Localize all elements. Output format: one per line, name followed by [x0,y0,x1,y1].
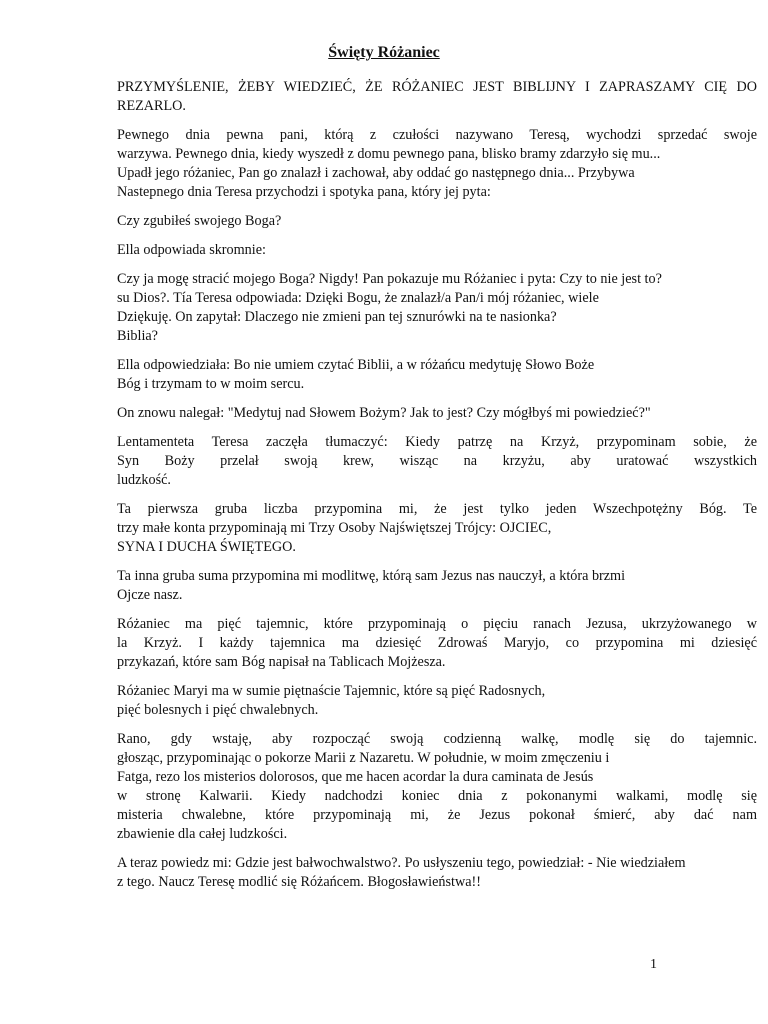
text-line: Syn Boży przelał swoją krew, wisząc na krzyżu, aby uratować wszystkich [117,453,757,469]
paragraph [117,404,757,423]
text-line: SYNA I DUCHA ŚWIĘTEGO. [117,539,296,555]
text-line: przykazań, które sam Bóg napisał na Tablicach Mojżesza. [117,654,446,670]
text-line: Ojcze nasz. [117,587,183,603]
paragraph [117,241,757,260]
text-line: zbawienie dla całej ludzkości. [117,826,288,842]
text-line: Fatga, rezo los misterios dolorosos, que me hacen acordar la dura caminata de Jesús [117,769,594,785]
text-line: A teraz powiedz mi: Gdzie jest bałwochwalstwo?. Po usłyszeniu tego, powiedział: - Nie wiedziałem [117,855,686,871]
text-line: trzy małe konta przypominają mi Trzy Osoby Najświętszej Trójcy: OJCIEC, [117,520,552,536]
paragraph [117,682,757,720]
text-line: Ta pierwsza gruba liczba przypomina mi, że jest tylko jeden Wszechpotężny Bóg. Te [117,501,757,517]
text-line: głosząc, przypominając o pokorze Marii z Nazaretu. W południe, w moim zmęczeniu i [117,750,610,766]
paragraph [117,212,757,231]
text-line: z tego. Naucz Teresę modlić się Różańcem. Błogosławieństwa!! [117,874,481,890]
text-line: Czy zgubiłeś swojego Boga? [117,213,282,229]
paragraph [117,500,757,557]
text-line: REZARLO. [117,98,186,114]
document-title: Święty Różaniec [328,44,440,61]
paragraph [117,730,757,844]
text-line: la Krzyż. I każdy tajemnica ma dziesięć Zdrowaś Maryjo, co przypomina mi dziesięć [117,635,757,651]
text-line: Ella odpowiedziała: Bo nie umiem czytać Biblii, a w różańcu medytuję Słowo Boże [117,357,595,373]
text-line: Ella odpowiada skromnie: [117,242,266,258]
text-line: Upadł jego różaniec, Pan go znalazł i zachował, aby oddać go następnego dnia... Przybywa [117,165,635,181]
paragraph [117,854,757,892]
page-number: 1 [650,957,657,972]
text-line: Bóg i trzymam to w moim sercu. [117,376,305,392]
text-line: Nastepnego dnia Teresa przychodzi i spotyka pana, który jej pyta: [117,184,491,200]
paragraph [117,270,757,346]
text-line: Czy ja mogę stracić mojego Boga? Nigdy! Pan pokazuje mu Różaniec i pyta: Czy to nie jest to? [117,271,662,287]
text-line: misteria chwalebne, które przypominają mi, że Jezus pokonał śmierć, aby dać nam [117,807,757,823]
text-line: warzywa. Pewnego dnia, kiedy wyszedł z domu pewnego pana, blisko bramy zdarzyło się mu... [117,146,661,162]
text-line: su Dios?. Tía Teresa odpowiada: Dzięki Bogu, że znalazł/a Pan/i mój różaniec, wiele [117,290,599,306]
text-line: pięć bolesnych i pięć chwalebnych. [117,702,319,718]
text-line: Pewnego dnia pewna pani, którą z czułości nazywano Teresą, wychodzi sprzedać swoje [117,127,757,143]
text-line: w stronę Kalwarii. Kiedy nadchodzi koniec dnia z pokonanymi walkami, modlę się [117,788,757,804]
paragraph [117,433,757,490]
paragraph [117,126,757,202]
paragraph [117,356,757,394]
text-line: Rano, gdy wstaję, aby rozpocząć swoją codzienną walkę, modlę się do tajemnic. [117,731,757,747]
text-line: Ta inna gruba suma przypomina mi modlitwę, którą sam Jezus nas nauczył, a która brzmi [117,568,626,584]
paragraph [117,78,757,116]
text-line: Różaniec Maryi ma w sumie piętnaście Tajemnic, które są pięć Radosnych, [117,683,546,699]
text-line: On znowu nalegał: "Medytuj nad Słowem Bożym? Jak to jest? Czy mógłbyś mi powiedzieć?" [117,405,651,421]
paragraph [117,615,757,672]
paragraph [117,567,757,605]
text-line: Różaniec ma pięć tajemnic, które przypominają o pięciu ranach Jezusa, ukrzyżowanego w [117,616,757,632]
text-line: ludzkość. [117,472,171,488]
document-body [117,78,757,902]
text-line: Biblia? [117,328,158,344]
text-line: PRZYMYŚLENIE, ŻEBY WIEDZIEĆ, ŻE RÓŻANIEC JEST BIBLIJNY I ZAPRASZAMY CIĘ DO [117,79,757,95]
text-line: Dziękuję. On zapytał: Dlaczego nie zmieni pan tej sznurówki na te nasionka? [117,309,557,325]
text-line: Lentamenteta Teresa zaczęła tłumaczyć: Kiedy patrzę na Krzyż, przypominam sobie, że [117,434,757,450]
